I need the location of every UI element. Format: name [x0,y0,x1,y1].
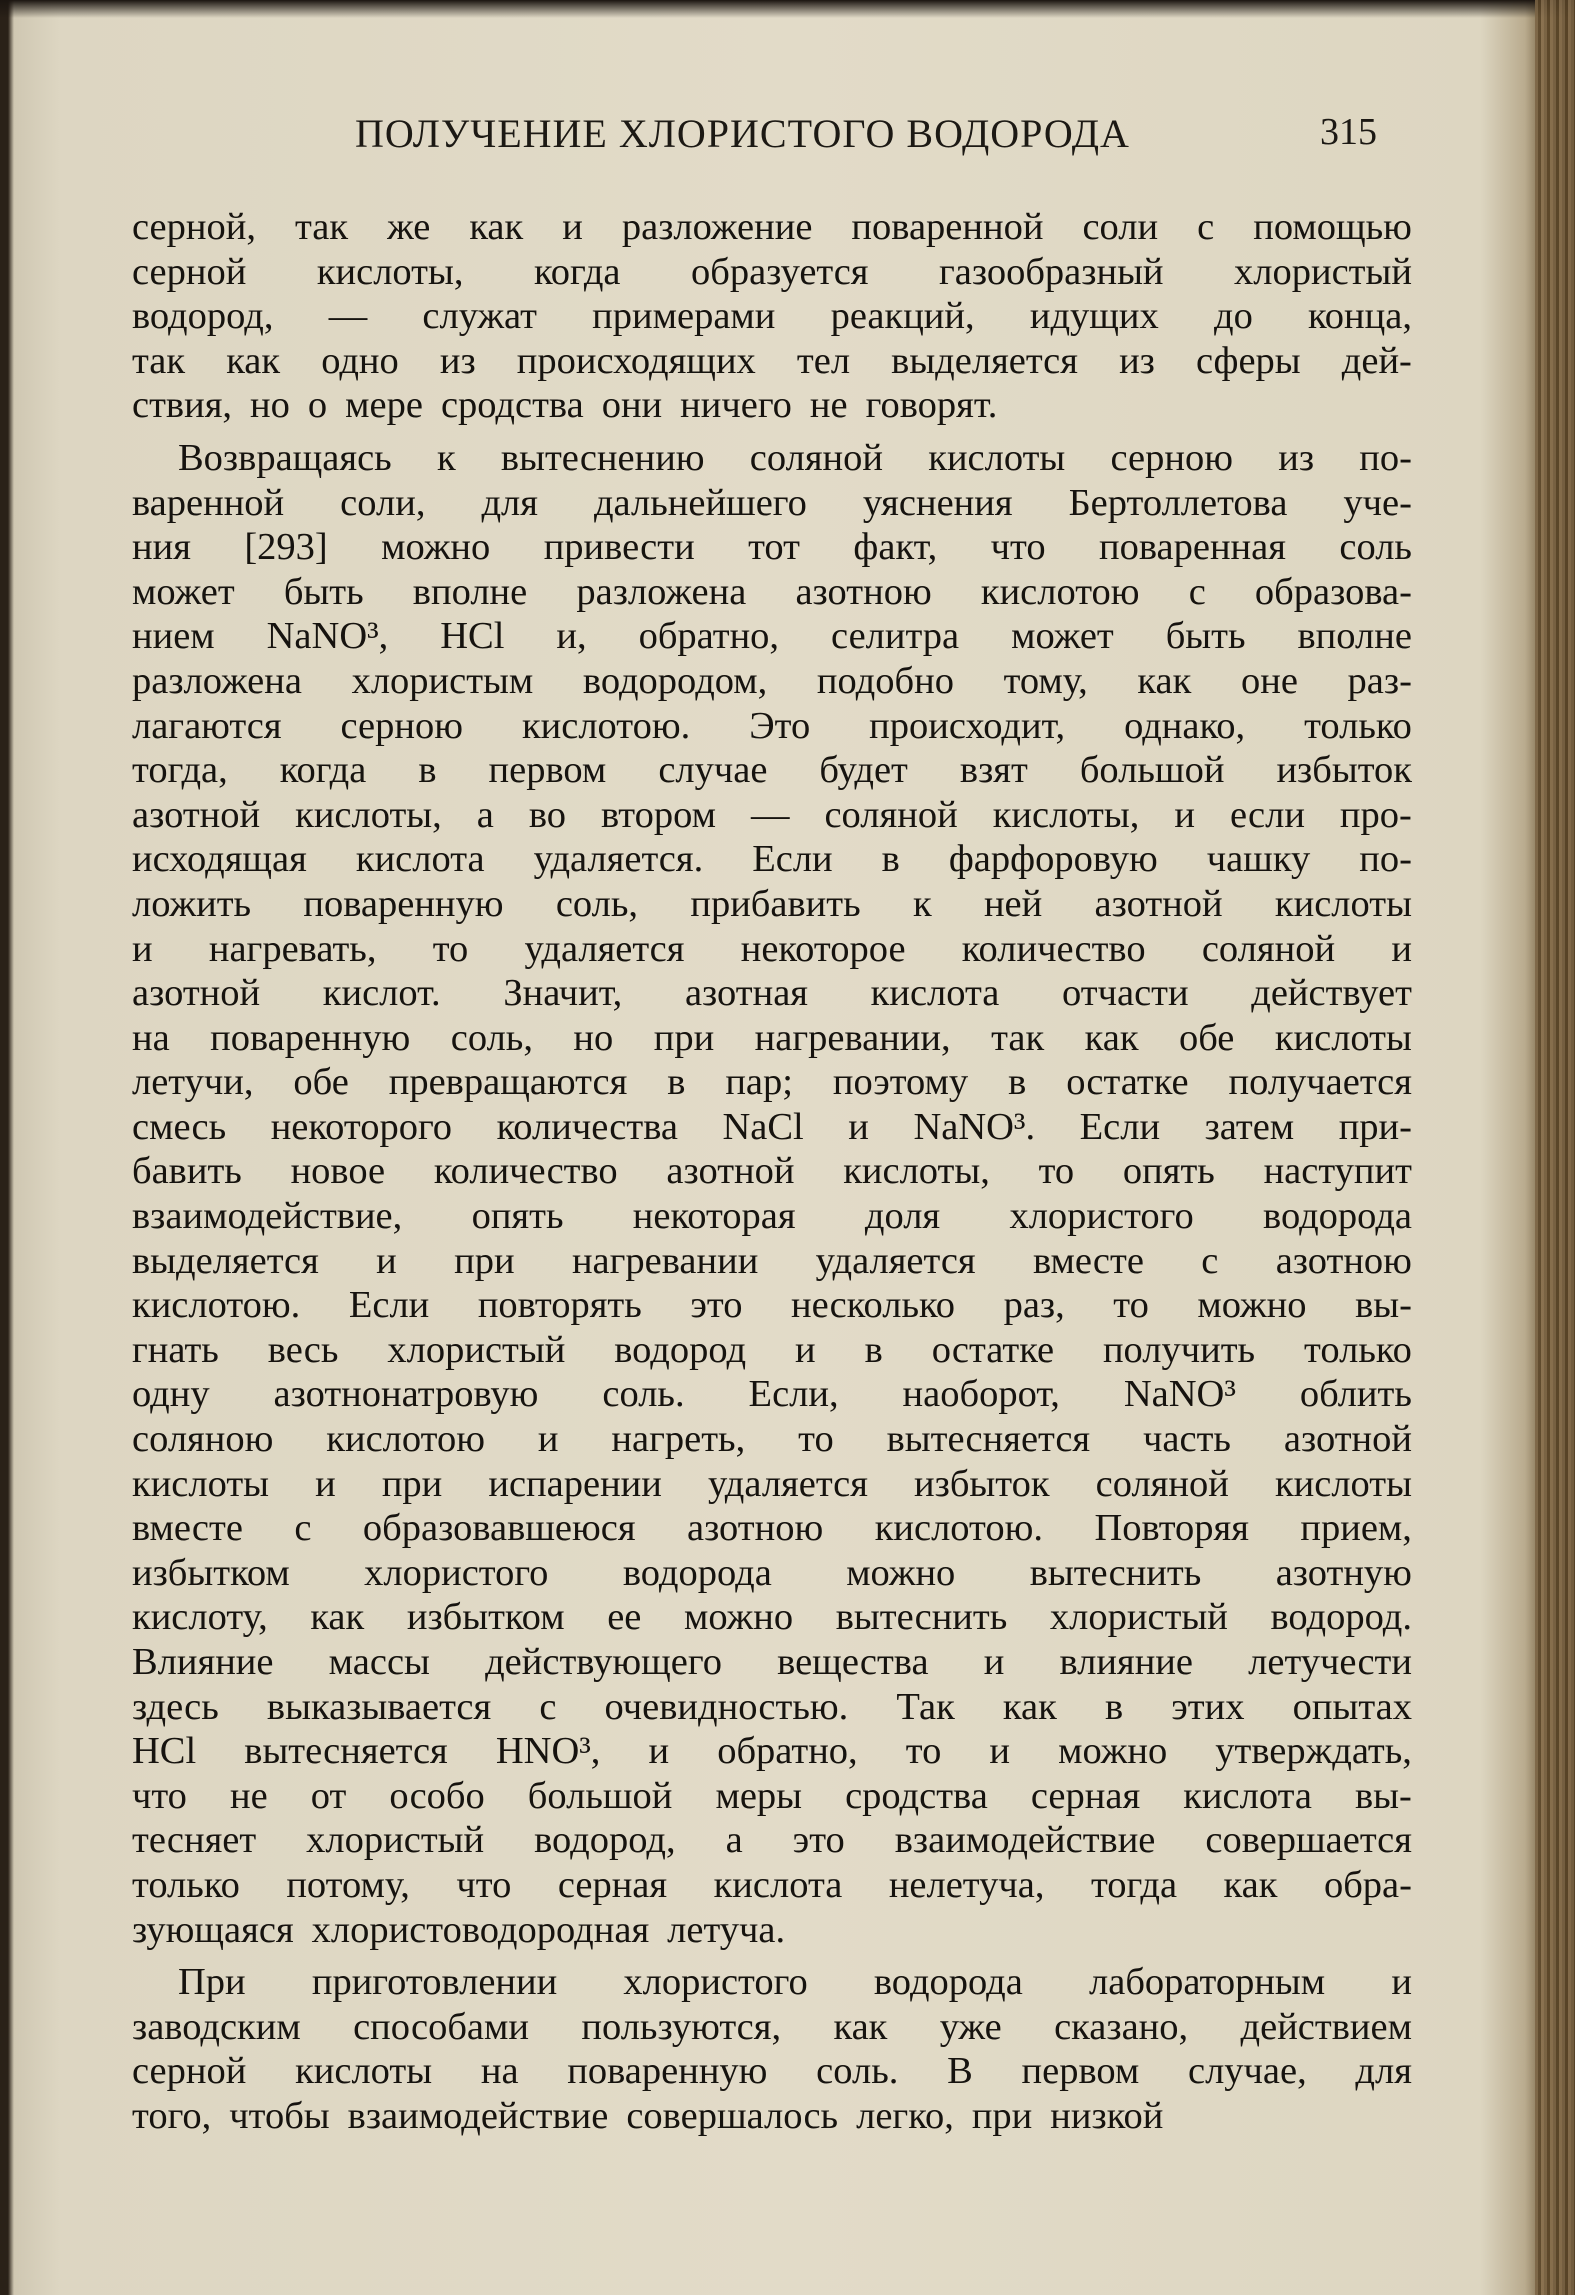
text-line: нием NaNO³, HCl и, обратно, селитра может быть вполне [132,615,1412,658]
text-line: ствия, но о мере сродства они ничего не говорят. [132,384,998,427]
text-line: избытком хлористого водорода можно вытеснить азотную [132,1551,1412,1594]
text-line: Возвращаясь к вытеснению соляной кислоты серною из по- [178,436,1412,479]
text-line: азотной кислоты, а во втором — соляной кислоты, и если про- [132,793,1412,836]
text-line: так как одно из происходящих тел выделяется из сферы дей- [132,339,1412,382]
text-line: зующаяся хлористоводородная летуча. [132,1908,786,1951]
body-text [132,205,1412,2139]
text-line: на поваренную соль, но при нагревании, так как обе кислоты [132,1016,1412,1059]
text-line: кислоты и при испарении удаляется избыток соляной кислоты [132,1462,1412,1505]
text-line: тогда, когда в первом случае будет взят большой избыток [132,749,1412,792]
paragraph-gap [132,428,1412,436]
text-line: смесь некоторого количества NaCl и NaNO³. Если затем при- [132,1105,1412,1148]
text-line: азотной кислот. Значит, азотная кислота отчасти действует [132,972,1412,1015]
running-head: ПОЛУЧЕНИЕ ХЛОРИСТОГО ВОДОРОДА [355,111,1130,156]
text-line: водород, — служат примерами реакций, идущих до конца, [132,295,1412,338]
page-header [355,110,1395,170]
text-line: здесь выказывается с очевидностью. Так как в этих опытах [132,1685,1412,1728]
text-line: и нагревать, то удаляется некоторое количество соляной и [132,927,1412,970]
page-number: 315 [1320,111,1377,153]
text-line: что не от особо большой меры сродства серная кислота вы- [132,1774,1412,1817]
text-line: кислотою. Если повторять это несколько раз, то можно вы- [132,1284,1412,1327]
text-line: бавить новое количество азотной кислоты, то опять наступит [132,1150,1412,1193]
text-line: соляною кислотою и нагреть, то вытесняется часть азотной [132,1418,1412,1461]
text-line: ложить поваренную соль, прибавить к ней азотной кислоты [132,882,1412,925]
text-line: кислоту, как избытком ее можно вытеснить хлористый водород. [132,1596,1412,1639]
paragraph [132,205,1412,428]
text-line: ния [293] можно привести тот факт, что поваренная соль [132,526,1412,569]
text-line: может быть вполне разложена азотною кислотою с образова- [132,570,1412,613]
text-line: только потому, что серная кислота нелетуча, тогда как обра- [132,1863,1412,1906]
paragraph-gap [132,1952,1412,1960]
text-line: серной, так же как и разложение поваренной соли с помощью [132,206,1412,248]
text-line: гнать весь хлористый водород и в остатке получить только [132,1328,1412,1371]
text-line: взаимодействие, опять некоторая доля хлористого водорода [132,1195,1412,1238]
text-line: того, чтобы взаимодействие совершалось легко, при низкой [132,2094,1164,2137]
text-line: летучи, обе превращаются в пар; поэтому в остатке получается [132,1061,1412,1104]
paragraph [132,1960,1412,2138]
text-line: исходящая кислота удаляется. Если в фарфоровую чашку по- [132,838,1412,881]
text-line: заводским способами пользуются, как уже сказано, действием [132,2005,1412,2048]
paragraph [132,436,1412,1952]
text-line: серной кислоты, когда образуется газообразный хлористый [132,250,1412,293]
text-line: выделяется и при нагревании удаляется вместе с азотною [132,1239,1412,1282]
text-line: одну азотнонатровую соль. Если, наоборот, NaNO³ облить [132,1373,1412,1416]
page-top-shadow [0,0,1575,18]
text-line: При приготовлении хлористого водорода лабораторным и [178,1961,1412,2004]
text-line: тесняет хлористый водород, а это взаимодействие совершается [132,1819,1412,1862]
text-line: разложена хлористым водородом, подобно тому, как оне раз- [132,659,1412,702]
book-spine-edge [1535,0,1575,2295]
text-line: лагаются серною кислотою. Это происходит, однако, только [132,704,1412,747]
text-line: вместе с образовавшеюся азотною кислотою. Повторяя прием, [132,1507,1412,1550]
text-line: серной кислоты на поваренную соль. В первом случае, для [132,2050,1412,2093]
text-line: HCl вытесняется HNO³, и обратно, то и можно утверждать, [132,1730,1412,1773]
text-line: варенной соли, для дальнейшего уяснения Бертоллетова уче- [132,481,1412,524]
text-line: Влияние массы действующего вещества и влияние летучести [132,1641,1412,1683]
